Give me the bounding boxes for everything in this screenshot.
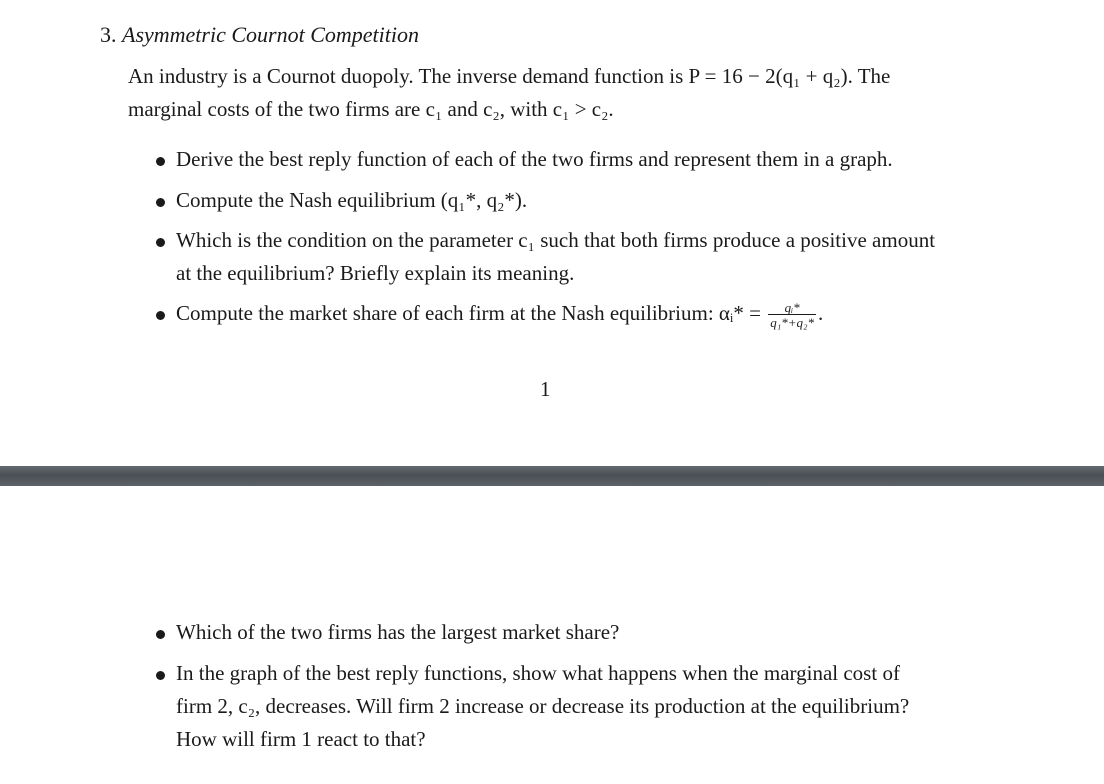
page-number: 1 — [540, 377, 551, 401]
page-separator — [0, 466, 1104, 486]
bullet-text: Compute the Nash equilibrium (q₁*, q₂*). — [176, 188, 528, 212]
bullet-text: In the graph of the best reply functions, show what happens when the marginal cost of — [176, 661, 900, 685]
section-title: Asymmetric Cournot Competition — [122, 22, 419, 47]
bullet-text: How will firm 1 react to that? — [176, 727, 426, 751]
bullet-icon — [156, 671, 165, 680]
market-share-fraction — [768, 301, 816, 329]
intro-paragraph — [128, 60, 1028, 126]
bullet-text: firm 2, c₂, decreases. Will firm 2 increase or decrease its production at the equilibrium? — [176, 694, 910, 718]
bullet-text-lead: Compute the market share of each firm at the Nash equilibrium: αᵢ* = — [176, 301, 761, 325]
page-2 — [0, 486, 1104, 784]
intro-line-2: marginal costs of the two firms are c₁ and c₂, with c₁ > c₂. — [128, 97, 614, 121]
fraction-trailing: . — [818, 301, 824, 325]
bullet-icon — [156, 311, 165, 320]
section-number: 3. — [100, 22, 117, 47]
bullet-text — [176, 297, 1026, 330]
section-heading — [100, 20, 419, 50]
bullet-text: Which of the two firms has the largest market share? — [176, 620, 620, 644]
bullet-icon — [156, 198, 165, 207]
bullet-text: Derive the best reply function of each of the two firms and represent them in a graph. — [176, 147, 893, 171]
bullet-text: Which is the condition on the parameter c₁ such that both firms produce a positive amount — [176, 228, 936, 252]
bullet-icon — [156, 238, 165, 247]
fraction-numerator: qᵢ* — [768, 301, 816, 315]
bullet-icon — [156, 157, 165, 166]
fraction-denominator: q₁*+q₂* — [770, 315, 815, 331]
bullet-text: at the equilibrium? Briefly explain its meaning. — [176, 261, 575, 285]
bullet-icon — [156, 630, 165, 639]
intro-line-1: An industry is a Cournot duopoly. The inverse demand function is P = 16 − 2(q₁ + q₂). The — [128, 64, 891, 88]
